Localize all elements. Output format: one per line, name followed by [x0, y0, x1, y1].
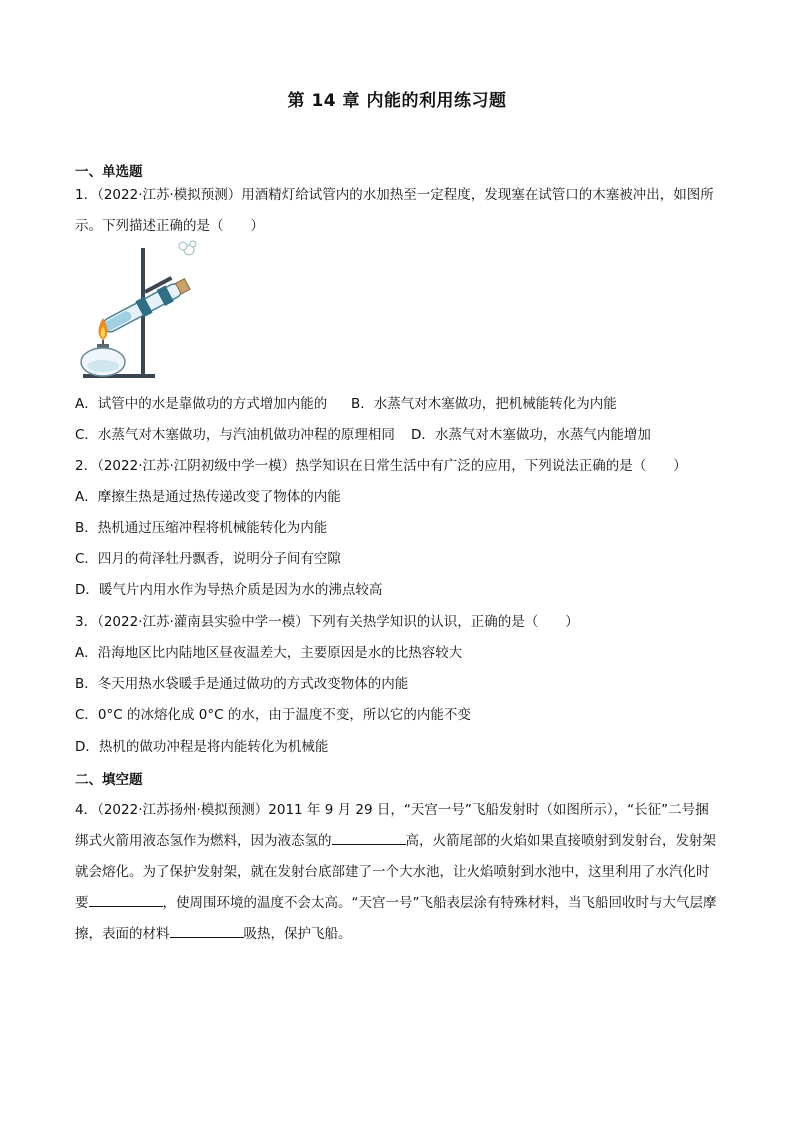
question-3-option-a: A．沿海地区比内陆地区昼夜温差大，主要原因是水的比热容较大: [75, 645, 463, 661]
question-4-part-4: 吸热，保护飞船。: [243, 926, 352, 942]
question-1-option-c: C．水蒸气对木塞做功，与汽油机做功冲程的原理相同: [75, 427, 395, 443]
question-4-text: [75, 795, 720, 950]
question-1-option-a: A．试管中的水是靠做功的方式增加内能的: [75, 396, 328, 412]
alcohol-lamp-test-tube-figure: [75, 240, 200, 382]
answer-blank-1[interactable]: [332, 830, 406, 845]
question-2-stem: 2．（2022·江苏·江阴初级中学一模）热学知识在日常生活中有广泛的应用，下列说法正确的是（ ）: [75, 458, 687, 474]
question-4-part-1: 4．（2022·江苏扬州·模拟预测）2011 年 9 月 29 日，“天宫一号”飞船发射时（如图所示），“长征”二号捆绑式火箭用液态氢作为燃料，因为液态氢的: [75, 802, 709, 849]
section-heading-single-choice: 一、单选题: [75, 164, 143, 180]
question-1-options-row-1: [75, 394, 617, 414]
question-3-option-d: D．热机的做功冲程是将内能转化为机械能: [75, 739, 329, 755]
question-3-option-c: C．0°C 的冰熔化成 0°C 的水，由于温度不变，所以它的内能不变: [75, 707, 471, 723]
section-heading-fill-blank: 二、填空题: [75, 772, 143, 788]
question-4-part-2: 高，火箭尾部的火焰如果直接喷射到发射台，发射架就会熔化。为了保护发射架，就在发射台底部建了一个大水池，让火焰喷射到水池中，这里利用了水汽化时要: [75, 833, 716, 911]
question-2-option-a: A．摩擦生热是通过热传递改变了物体的内能: [75, 489, 341, 505]
test-tube: [100, 276, 191, 336]
question-2-option-d: D．暖气片内用水作为导热介质是因为水的沸点较高: [75, 582, 383, 598]
question-3-stem: 3．（2022·江苏·灌南县实验中学一模）下列有关热学知识的认识，正确的是（ ）: [75, 614, 579, 630]
question-2-option-c: C．四月的荷泽牡丹飘香，说明分子间有空隙: [75, 551, 341, 567]
answer-blank-3[interactable]: [170, 923, 244, 938]
question-3-option-b: B．冬天用热水袋暖手是通过做功的方式改变物体的内能: [75, 676, 409, 692]
question-1-stem: 1．（2022·江苏·模拟预测）用酒精灯给试管内的水加热至一定程度，发现塞在试管口的木塞被冲出，如图所示。下列描述正确的是（ ）: [75, 187, 714, 234]
question-4-part-3: ，使周围环境的温度不会太高。“天宫一号”飞船表层涂有特殊材料，当飞船回收时与大气层摩擦，表面的材料: [75, 895, 717, 942]
question-1-option-d: D．水蒸气对木塞做功，水蒸气内能增加: [411, 427, 651, 443]
question-1-options-row-2: [75, 425, 651, 445]
answer-blank-2[interactable]: [89, 892, 163, 907]
steam-puff: [179, 241, 196, 255]
page-title: 第 14 章 内能的利用练习题: [287, 91, 507, 111]
question-2-option-b: B．热机通过压缩冲程将机械能转化为内能: [75, 520, 328, 536]
question-1-option-b: B．水蒸气对木塞做功，把机械能转化为内能: [351, 396, 617, 412]
